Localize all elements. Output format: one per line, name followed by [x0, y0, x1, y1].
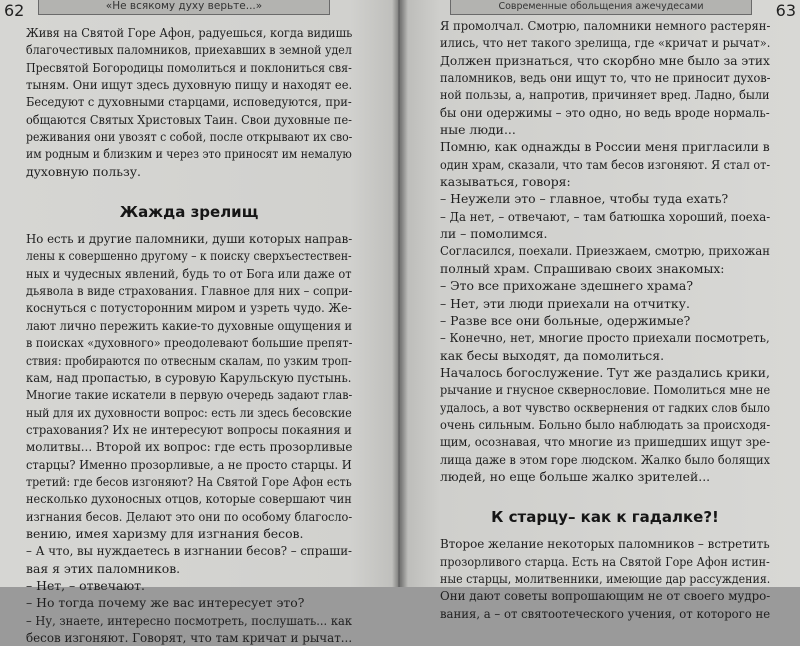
text-line: ствия: пробираются по отвесным скалам, по узким троп-: [26, 352, 352, 368]
text-line: ные люди...: [440, 122, 516, 138]
text-line: лают лично пережить какие-то духовные ощущения и: [26, 317, 353, 333]
text-line: Многие такие искатели в первую очередь задают глав-: [26, 387, 353, 403]
text-line: – Ну, знаете, интересно посмотреть, послушать... как: [26, 612, 352, 628]
text-line: в поисках «духовного» преодолевают большие препят-: [26, 335, 353, 351]
text-line: вания, а – от святоотеческого учения, от которого не: [440, 605, 771, 621]
right-page: [400, 0, 800, 621]
text-line: ных и чудесных явлений, будь то от Бога или даже от: [26, 265, 352, 281]
text-line: ные старцы, молитвенники, имеющие дар рассуждения.: [440, 570, 771, 586]
text-line: Пресвятой Богородицы помолиться и поклониться свя-: [26, 59, 352, 75]
text-line: ли – помолимся.: [440, 226, 548, 242]
text-line: паломников, ведь они ищут то, что не приносит духов-: [440, 70, 771, 86]
text-line: духовную пользу.: [26, 163, 141, 179]
right-paragraph-2: [440, 138, 770, 485]
text-line: вая я этих паломников.: [26, 560, 181, 576]
text-line: Живя на Святой Горе Афон, радуешься, когда видишь: [26, 25, 353, 40]
section-heading-thirst-for-spectacle: Жажда зрелищ: [119, 203, 259, 222]
text-line: очень сильным. Больно было наблюдать за происходя-: [440, 416, 771, 432]
text-line: – Да нет, – отвечают, – там батюшка хороший, поеха-: [440, 208, 771, 224]
section-heading-elder-as-fortune-teller: К старцу– как к гадалке?!: [491, 508, 719, 527]
text-line: Началось богослужение. Тут же раздались крики,: [440, 364, 770, 380]
text-line: – Нет, эти люди приехали на отчитку.: [440, 295, 690, 311]
text-line: – А что, вы нуждаетесь в изгнании бесов? – спраши-: [26, 543, 352, 559]
text-line: Должен признаться, что скорбно мне было за этих: [440, 52, 770, 68]
text-line: изгнания бесов. Делают это они по особому благосло-: [26, 508, 353, 524]
text-line: Я промолчал. Смотрю, паломники немного растерян-: [440, 18, 771, 33]
running-header-left: «Не всякому духу верьте...»: [38, 0, 330, 15]
text-line: вению, имея харизму для изгнания бесов.: [26, 525, 304, 541]
text-line: благочестивых паломников, приехавших в земной удел: [26, 42, 352, 58]
text-line: – Конечно, нет, многие просто приехали посмотреть,: [440, 330, 770, 346]
text-line: Согласился, поехали. Приезжаем, смотрю, прихожан: [440, 243, 770, 259]
text-line: реживания они увозят с собой, после открывают их сво-: [26, 129, 353, 145]
text-line: – Это все прихожане здешнего храма?: [440, 278, 693, 294]
text-line: ной пользы, а, напротив, причиняет вред. Ладно, были: [440, 87, 770, 103]
page-number-left: 62: [4, 1, 25, 20]
text-line: людей, но еще больше жалко зрителей...: [440, 468, 711, 484]
text-line: молитвы... Второй их вопрос: где есть прозорливые: [26, 439, 353, 455]
text-line: щим, осознавая, что многие из пришедших ищут зре-: [440, 434, 771, 450]
right-paragraph-3: [440, 535, 770, 622]
text-line: коснуться с потусторонним миром и узреть чудо. Же-: [26, 300, 352, 316]
text-line: Помню, как однажды в России меня пригласили в: [440, 139, 770, 155]
book-gutter-shadow: [392, 0, 408, 587]
text-line: ились, что нет такого зрелища, где «кричат и рычат».: [440, 35, 771, 51]
text-line: ный для их духовности вопрос: есть ли здесь бесовские: [26, 404, 352, 420]
left-paragraph-1: [26, 24, 352, 180]
text-line: – Разве все они больные, одержимые?: [440, 312, 691, 328]
text-line: удалось, а вот чувство осквернения от гадких слов было: [440, 399, 770, 415]
left-paragraph-2: [26, 230, 352, 646]
left-page-body: [26, 24, 352, 646]
text-line: лища даже в этом горе людском. Жалко было болящих: [440, 451, 770, 467]
text-line: бесов изгоняют. Говорят, что там кричат и рычат...: [26, 630, 353, 645]
text-line: Второе желание некоторых паломников – встретить: [440, 536, 770, 552]
text-line: Беседуют с духовными старцами, исповедуются, при-: [26, 94, 352, 110]
text-line: прозорливого старца. Есть на Святой Горе Афон истин-: [440, 553, 770, 569]
text-line: им родным и близким и через это приносят им немалую: [26, 146, 352, 162]
text-line: один храм, сказали, что там бесов изгоняют. Я стал от-: [440, 156, 771, 172]
text-line: – Нет, – отвечают.: [26, 577, 145, 593]
text-line: – Неужели это – главное, чтобы туда ехать?: [440, 191, 729, 207]
text-line: несколько духоносных отцов, которые совершают чин: [26, 491, 352, 507]
text-line: – Но тогда почему же вас интересует это?: [26, 595, 305, 611]
text-line: Но есть и другие паломники, души которых направ-: [26, 231, 353, 247]
text-line: как бесы выходят, да помолиться.: [440, 347, 665, 363]
page-number-right: 63: [775, 1, 796, 20]
text-line: старцы? Именно прозорливые, а не просто старцы. И: [26, 456, 352, 472]
text-line: тыням. Они ищут здесь духовную пищу и находят ее.: [26, 77, 353, 93]
text-line: бы они одержимы – это одно, но ведь вроде нормаль-: [440, 104, 770, 120]
right-page-body: [440, 17, 770, 622]
text-line: общаются Святых Христовых Таин. Свои духовные пе-: [26, 111, 352, 127]
text-line: страхования? Их не интересуют вопросы покаяния и: [26, 421, 352, 437]
right-paragraph-1: [440, 17, 770, 138]
text-line: казываться, говоря:: [440, 174, 571, 190]
running-header-right: Современные обольщения ажечудесами: [450, 0, 752, 15]
text-line: полный храм. Спрашиваю своих знакомых:: [440, 260, 725, 276]
text-line: третий: где бесов изгоняют? На Святой Горе Афон есть: [26, 473, 352, 489]
text-line: рычание и гнусное сквернословие. Помолиться мне не: [440, 382, 771, 398]
left-page: [0, 0, 398, 645]
text-line: Они дают советы вопрошающим не от своего мудро-: [440, 588, 771, 604]
text-line: кам, над пропастью, в суровую Карульскую пустынь.: [26, 369, 352, 385]
text-line: лены к совершенно другому – к поиску сверхъестествен-: [26, 248, 352, 264]
text-line: дьявола в виде страхования. Главное для них – сопри-: [26, 283, 353, 299]
